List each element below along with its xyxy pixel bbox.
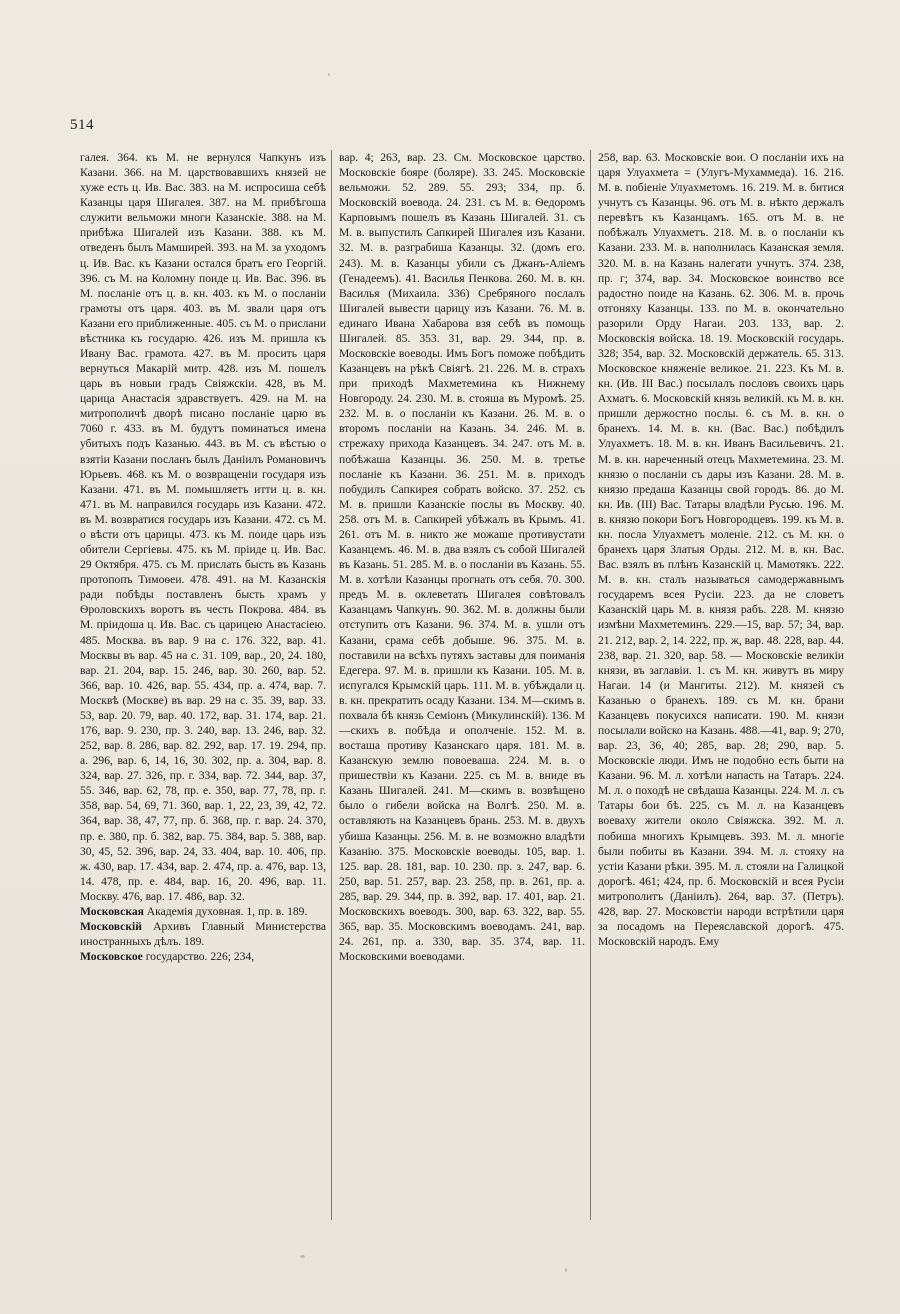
index-column-right [598,150,844,949]
column-divider [590,150,591,1220]
index-headword: Московскій [80,919,142,933]
index-entry-text: вар. 4; 263, вар. 23. См. Московское царство. Московскіе бояре (боляре). 33. 245. Московскіе вельможи. 52. 289. 55. 293; 334, пр. б. Московскій воевода. 24. 231. съ М. в. Ѳедоромъ Карповымъ пошелъ въ Казань Шигалей. 31. съ М. в. выпустилъ Сапкирей Шигалея изъ Казани. 32. М. в. разграбиша Казанцы. 32. (домъ его. 243). М. в. Казанцы убили съ Джанъ-Аліемъ (Генадеемъ). 41. Василья Пенкова. 260. М. в. кн. Василья (Михаила. 336) Сребряного послалъ Шигалей вывести царицу изъ Казани. 76. М. в. единаго Ивана Хабарова взя себѣ въ помощь Шигалей. 85. 353. 31, вар. 29. 344, пр. в. Московскіе воеводы. Имъ Богъ поможе побѣдить Казанцевъ на рѣкѣ Свіягѣ. 21. 226. М. в. страхъ при приходѣ Махметемина къ Нижнему Новгороду. 24. 230. М. в. стояша въ Муромѣ. 25. 232. М. в. о посланіи къ Казани. 26. М. в. о второмъ посланіи на Казань. 34. 246. М. в. стрежаху прихода Казанцевъ. 34. 247. отъ М. в. побѣжаша Казанцы. 36. 250. М. в. третье посланіе къ Казани. 36. 251. М. в. приходъ побудилъ Сапкирея собрать войско. 37. 252. съ М. в. пришли Казанскіе послы въ Москву. 40. 258. отъ М. в. Сапкирей убѣжалъ въ Крымъ. 41. 261. отъ М. в. никто же можаше противустати Казанцемъ. 46. М. в. два взялъ съ собой Шигалей въ Казань. 51. 285. М. в. о посланіи въ Казань. 55. М. в. хотѣли Казанцы прогнать отъ себя. 70. 300. предъ М. в. оклеветать Шигалея совѣтовалъ Казанцамъ Чапкунъ. 90. 362. М. в. должны были отступить отъ Казани. 96. 374. М. в. ушли отъ Казани, срама себѣ добыше. 96. 375. М. в. поставили на всѣхъ путяхъ заставы для поиманія Едегера. 97. М. в. пришли къ Казани. 105. М. в. испугался Крымскій царь. 111. М. в. убѣждали ц. в. кн. прекратить осаду Казани. 134. М—скимъ в. похвала бѣ князь Семіонъ (Микулинскій). 136. М—скихъ в. побѣда и ополченіе. 152. М. в. восташа противу Казанскаго царя. 181. М. в. Казанскую землю повоеваша. 224. М. в. о пришествіи къ Казани. 225. съ М. в. вниде въ Казань Шигалей. 241. М—скимъ в. возвѣщено было о гибели войска на Волгѣ. 250. М. в. оставляють на Казанцевъ брань. 253. М. в. двухъ убиша Казанцы. 256. М. в. не возможно владѣти Казанію. 375. Московскіе воеводы. 105, вар. 1. 125. вар. 28. 181, вар. 10. 230. пр. з. 247, вар. 6. 250, вар. 51. 257, вар. 23. 258, пр. в. 261, пр. а. 285, вар. 29. 344, пр. в. 392, вар. 17. 401, вар. 21. Московскихъ воеводъ. 300, вар. 63. 322, вар. 55. 365, вар. 35. Московскимъ воеводамъ. 241, вар. 24. 261, пр. а. 330, вар. 35. 374, вар. 11. Московскими воеводами. [339,151,585,964]
index-entry [80,949,326,964]
paper-speck [300,1255,305,1258]
index-entry [80,919,326,949]
index-headword: Московская [80,904,144,918]
index-entry-text: государство. 226; 234, [145,950,255,964]
index-entry-text: галея. 364. къ М. не вернулся Чапкунъ изъ Казани. 366. на М. царствовавшихъ князей не хуже есть ц. Ив. Вас. 383. на М. испросиша себѣ Казанцы царя Шигалея. 387. на М. прибѣгоша служити вельможи многи Казанскіе. 388. на М. прибѣжа Шигалей изъ Казани. 388. къ М. отведенъ былъ Мамширей. 393. на М. за уходомъ ц. Ив. Вас. къ Казани остался братъ его Георгій. 396. съ М. на Коломну поиде ц. Ив. Вас. 396. въ М. посланіе отъ ц. в. кн. 403. къ М. о посланіи грамоты отъ царя. 403. въ М. звали царя отъ Казани его приближенные. 405. съ М. о прислани вѣстника къ государю. 426. изъ М. пришла къ Ивану Вас. грамота. 427. въ М. просить царя вернуться Макарій митр. 428. изъ М. пошелъ царь въ новыи градъ Свіяжскіи. 428, въ М. царица Анастасія здравствуетъ. 429. на М. на митрополичѣ дворѣ писано посланіе царю въ 7060 г. 433. въ М. будутъ поминаться имена убитыхъ подъ Казанью. 443. въ М. съ вѣстью о взятіи Казани посланъ былъ Даніилъ Романовичъ Юрьевъ. 468. къ М. о возвращеніи государя изъ Казани. 471. въ М. помышляетъ итти ц. в. кн. 471. въ М. направился государь изъ Казани. 472. въ М. возвратися государь изъ Казани. 472. съ М. о вѣсти отъ царицы. 473. къ М. поиде царь изъ обители Сергіевы. 475. къ М. пріиде ц. Ив. Вас. 29 Октября. 475. съ М. прислать бысть въ Казань протопопъ Тимоѳеи. 478. 491. на М. Казанскія ради побѣды поставленъ бысть храмъ у Ѳроловскихъ воротъ въ честь Покрова. 484. въ М. пріидоша ц. Ив. Вас. съ царицею Анастасіею. 485. Москва. въ вар. 9 на с. 176. 322, вар. 41. Москвы въ вар. 45 на с. 31. 109, вар., 20, 24. 180, вар. 21. 204, вар. 15. 246, вар. 30. 260, вар. 52. 366, вар. 10. 426, вар. 55. 434, пр. а. 474, вар. 7. Москвѣ (Москве) въ вар. 29 на с. 35. 39, вар. 33. 53, вар. 20. 79, вар. 40. 172, вар. 31. 174, вар. 21. 176, вар. 9. 230, пр. 3. 240, вар. 13. 246, вар. 32. 252, вар. 8. 286, вар. 82. 292, вар. 17. 19. 294, пр. а. 296, вар. 6, 14, 16, 30. 302, пр. а. 304, вар. 8. 324, вар. 27. 326, пр. г. 334, вар. 72. 344, вар. 37, 55. 346, вар. 62, 78, пр. е. 350, вар. 77, 78, пр. г. 358, вар. 54, 69, 71. 360, вар. 1, 22, 23, 39, 42, 72. 364, вар. 38, 47, 77, пр. б. 368, пр. г. вар. 24. 370, пр. е. 380, пр. б. 382, вар. 75. 384, вар. 5. 388, вар. 30, 45, 52. 396, вар. 24, 33. 404, вар. 10. 406, пр. ж. 430, вар. 17. 434, вар. 2. 474, пр. а. 476, вар. 13, 14. 478, пр. е. 484, вар. 16, 20. 496, вар. 11. Москву. 476, вар. 17. 486, вар. 32. [80,151,326,903]
index-entry [80,904,326,919]
page-number: 514 [70,117,94,133]
column-divider [331,150,332,1220]
index-column-left [80,150,326,964]
index-entry-text: Академія духовная. 1, пр. в. 189. [146,904,308,918]
index-headword: Московское [80,950,143,964]
index-entry-text: 258, вар. 63. Московскіе вои. О посланіи ихъ на царя Улуахмета = (Улугъ-Мухаммеда). 16. 216. М. в. побіеніе Улуахметомъ. 16. 219. М. в. битися учнутъ съ Казанцы. 96. отъ М. в. нѣкто держалъ перевѣтъ къ Казанцамъ. 165. отъ М. в. не побѣжалъ Улуахметъ. 218. М. в. о посланіи къ Казани. 233. М. в. наполнилась Казанская земля. 320. М. в. на Казань налегати учнутъ. 374. 238, пр. г; 374, вар. 34. Московское воинство все радостно поиде на Казань. 62. 306. М. в. прочь отгоняху Казанцы. 133. по М. в. окончательно разорили Орду Нагаи. 203. 133, вар. 2. Московскія войска. 18. 19. Московскій государь. 328; 354, вар. 32. Московскій держатель. 65. 313. Московское княженіе великое. 21. 223. Къ М. в. кн. (Ив. III Вас.) посылалъ пословъ своихъ царь Ахматъ. 6. Московскій князь великій. къ М. в. кн. пришли держостно послы. 6. съ М. в. кн. о бранехъ. 14. М. в. кн. (Вас. Вас.) побѣдилъ Улуахметъ. 18. М. в. кн. Иванъ Васильевичъ. 21. М. в. кн. нареченный отецъ Махметемина. 23. М. князю о посланіи съ дары изъ Казани. 28. М. в. князю предаша Казанцы свой городъ. 86. до М. кн. Ив. (III) Вас. Татары владѣли Русью. 196. М. в. князю покори Богъ Новгородцевъ. 199. къ М. в. кн. посла Улуахметъ моленіе. 212. съ М. кн. о бранехъ царя Златыя Орды. 212. М. в. кн. Вас. Вас. взялъ въ плѣнъ Казанскій ц. Мамотякъ. 222. М. в. кн. сталъ называться самодержавнымъ государемъ всея Русіи. 223. да не словетъ Казанскій царь М. в. князя рабъ. 228. М. князю измѣни Махметеминъ. 229.—15, вар. 57; 34, вар. 21. 212, вар. 2, 14. 222, пр. ж, вар. 48. 228, вар. 44. 238, вар. 21. 320, вар. 58. — Московскіе великіи князи, въ заглавіи. 1. съ М. кн. живутъ въ миру Нагаи. 14 (и Мангиты. 212). М. князей съ Казанью о бранехъ. 189. съ М. кн. брани Казанцевъ покусихся написати. 190. М. князи посылали войско на Казань. 488.—41, вар. 9; 270, вар. 23, 36, 40; 285, вар. 28; 290, вар. 5. Московскіе люди. Имъ не подобно есть быти на Казани. 96. М. л. хотѣли напасть на Татаръ. 224. М. л. о походѣ не свѣдаша Казанцы. 224. М. л. съ Татары бои бѣ. 225. съ М. л. на Казанцевъ воеваху жители около Свіяжска. 392. М. л. побиша многихъ Крымцевъ. 393. М. л. многіе были побиты въ Казани. 394. М. л. стояху на устіи Казани рѣки. 395. М. л. стояли на Галицкой дорогѣ. 461; 424, пр. б. Московскій и всея Русіи митрополитъ (Даніилъ). 264, вар. 37. (Петръ). 428, вар. 27. Московстіи народи встрѣтили царя за посадомъ на Переяславской дорогѣ. 475. Московскій народъ. Ему [598,151,845,949]
index-column-middle [339,150,585,964]
paper-speck [328,73,330,76]
index-entry-text: Архивъ Главный Министерства иностранныхъ дѣлъ. 189. [80,919,326,949]
paper-speck [565,1268,567,1272]
